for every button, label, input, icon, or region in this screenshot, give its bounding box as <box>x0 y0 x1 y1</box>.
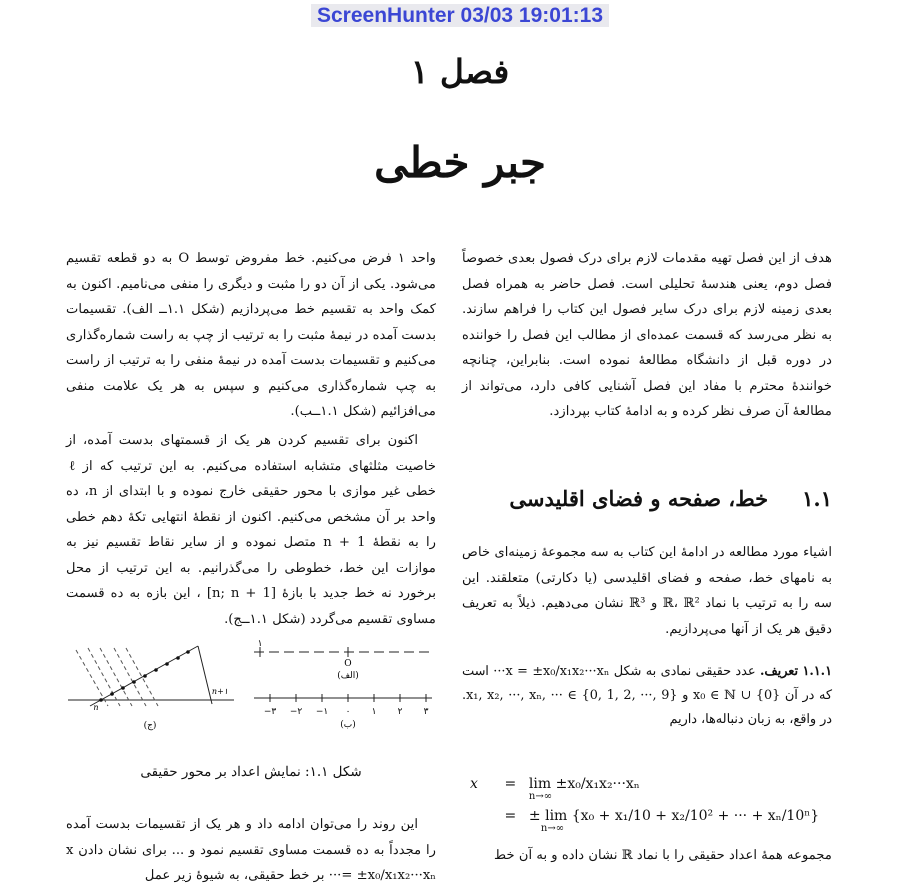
definition-number: ۱.۱.۱ <box>802 664 832 679</box>
tick-b-label: −۳ <box>263 707 277 717</box>
section-number: ۱.۱ <box>802 486 832 511</box>
tick-b-label: −۲ <box>289 707 303 717</box>
connecting-line <box>198 646 212 704</box>
eq-lhs: x <box>470 776 478 792</box>
figure-label-c: (ج) <box>143 721 157 731</box>
chapter-title: جبر خطی <box>374 138 546 187</box>
eq2-rhs: ± lim {x₀ + x₁/10 + x₂/10² + ··· + xₙ/10ⁿ} <box>528 808 820 824</box>
screenhunter-stamp <box>0 4 920 28</box>
n-label: n <box>93 703 99 712</box>
tick-b-label: ۲ <box>397 707 403 717</box>
left-text-2: اکنون برای تقسیم کردن هر یک از قسمتهای بدست آمده، از خاصیت مثلثهای متشابه استفاده می‌کنیم. به این ترتیب که از ℓ خطی غیر موازی با محور حقیقی خارج نموده و با ابتدای از n، ده واحد بر آن مشخص می‌کنیم. اکنون از نقطهٔ انتهایی تکهٔ دهم خطی را به نقطهٔ n + 1 متصل نموده و از سایر نقاط تقسیم نیز به موازات این خط، خطوطی را می‌گذرانیم. به این ترتیب از محل برخورد نه خط جدید با بازهٔ [n; n + 1] ، این بازه به ده قسمت مساوی تقسیم می‌گردد (شکل ۱.۱ــج). <box>66 433 437 627</box>
n1-label: n+۱ <box>211 687 229 696</box>
eq1-rhs: lim ±x₀/x₁x₂···xₙ <box>528 776 640 792</box>
left-paragraph-2 <box>66 428 436 632</box>
figure-caption: شکل ۱.۱: نمایش اعداد بر محور حقیقی <box>140 764 362 780</box>
equation-line-2: = ± lim {x₀ + x₁/10 + x₂/10² + ··· + xₙ/10ⁿ} n→∞ <box>504 808 820 834</box>
section-paragraph <box>462 540 832 642</box>
tick-b-label: −۱ <box>315 707 329 717</box>
left-paragraph-1 <box>66 246 436 425</box>
origin-label: O <box>344 659 352 669</box>
intro-text: هدف از این فصل تهیه مقدمات لازم برای درک فصول بعدی خصوصاً فصل دوم، یعنی هندسهٔ تحلیلی است. فصل حاضر به همراه فصل بعدی زمینه لازم برای درک سایر فصول این کتاب را فراهم سازند. به نظر می‌رسد که قسمت عمده‌ای از مطالب این فصل را خواننده در دوره قبل از دانشگاه مطالعهٔ نموده است. بنابراین، چنانچه خوانندهٔ محترم با مفاد این فصل آشنایی کافی دارد، می‌تواند از مطالعهٔ آن صرف نظر کرده و به ادامهٔ کتاب بپردازد. <box>462 251 832 419</box>
division-points <box>99 650 190 702</box>
intro-paragraph <box>462 246 832 425</box>
last-line-text: مجموعه همهٔ اعداد حقیقی را با نماد ℝ نشان داده و به آن خط <box>493 848 832 863</box>
definition-block <box>462 660 832 732</box>
tick-b-label: ۳ <box>423 707 429 717</box>
last-line <box>462 843 832 869</box>
section-title: خط، صفحه و فضای اقلیدسی <box>509 486 769 511</box>
similar-triangles-figure <box>66 644 236 736</box>
tick-b-label: ۰ <box>345 707 351 717</box>
figure-label-b: (ب) <box>340 720 356 730</box>
definition-text: عدد حقیقی نمادی به شکل x = ±x₀/x₁x₂···xₙ··· است که در آن x₀ ∈ ℕ ∪ {0} و x₁, x₂, ···, xₙ, ··· ∈ {0, 1, 2, ···, 9}. در واقع، به زبان دنباله‌ها، داریم <box>462 664 832 727</box>
equation-line-1: x = lim ±x₀/x₁x₂···xₙ n→∞ <box>470 776 640 802</box>
section-text: اشیاء مورد مطالعه در ادامهٔ این کتاب به سه مجموعهٔ زمینه‌ای خاص به نامهای خط، صفحه و فضای اقلیدسی (یا دکارتی) متعلقند. این سه را به ترتیب با نماد ℝ، ℝ² و ℝ³ نشان می‌دهیم. ذیلاً به تعریف دقیق هر یک از آنها می‌پردازیم. <box>462 545 832 637</box>
eq1-limit-sub: n→∞ <box>528 791 553 802</box>
section-heading <box>462 486 832 511</box>
number-line-figure <box>250 640 436 732</box>
definition-label: تعریف. <box>759 664 799 679</box>
left-text-1: واحد ۱ فرض می‌کنیم. خط مفروض توسط O به دو قطعه تقسیم می‌شود. یکی از آن دو را مثبت و دیگری را منفی می‌نامیم. اکنون به کمک واحد به تقسیم خط می‌پردازیم (شکل ۱.۱ــ الف). تقسیمات بدست آمده در نیمهٔ مثبت را به ترتیب از چپ به راست شماره‌گذاری می‌کنیم و تقسیمات بدست آمده در نیمهٔ منفی را به ترتیب از راست به چپ شماره‌گذاری می‌کنیم و سپس به هر یک علامت منفی می‌افزائیم (شکل ۱.۱ــب). <box>66 251 436 419</box>
left-text-3: این روند را می‌توان ادامه داد و هر یک از تقسیمات بدست آمده را مجدداً به ده قسمت مساوی تقسیم نمود و ... برای نشان دادن x = ±x₀/x₁x₂···xₙ··· بر خط حقیقی، به شیوهٔ زیر عمل <box>66 817 436 883</box>
chapter-number: فصل ۱ <box>410 52 510 91</box>
tick-b-label: ۱ <box>371 707 377 717</box>
figure-label-a: (الف) <box>337 671 359 681</box>
tick-a-label-1: ۱ <box>257 640 263 649</box>
eq2-limit-sub: n→∞ <box>540 823 565 834</box>
stamp-text: ScreenHunter 03/03 19:01:13 <box>311 4 609 27</box>
left-paragraph-3 <box>66 812 436 889</box>
